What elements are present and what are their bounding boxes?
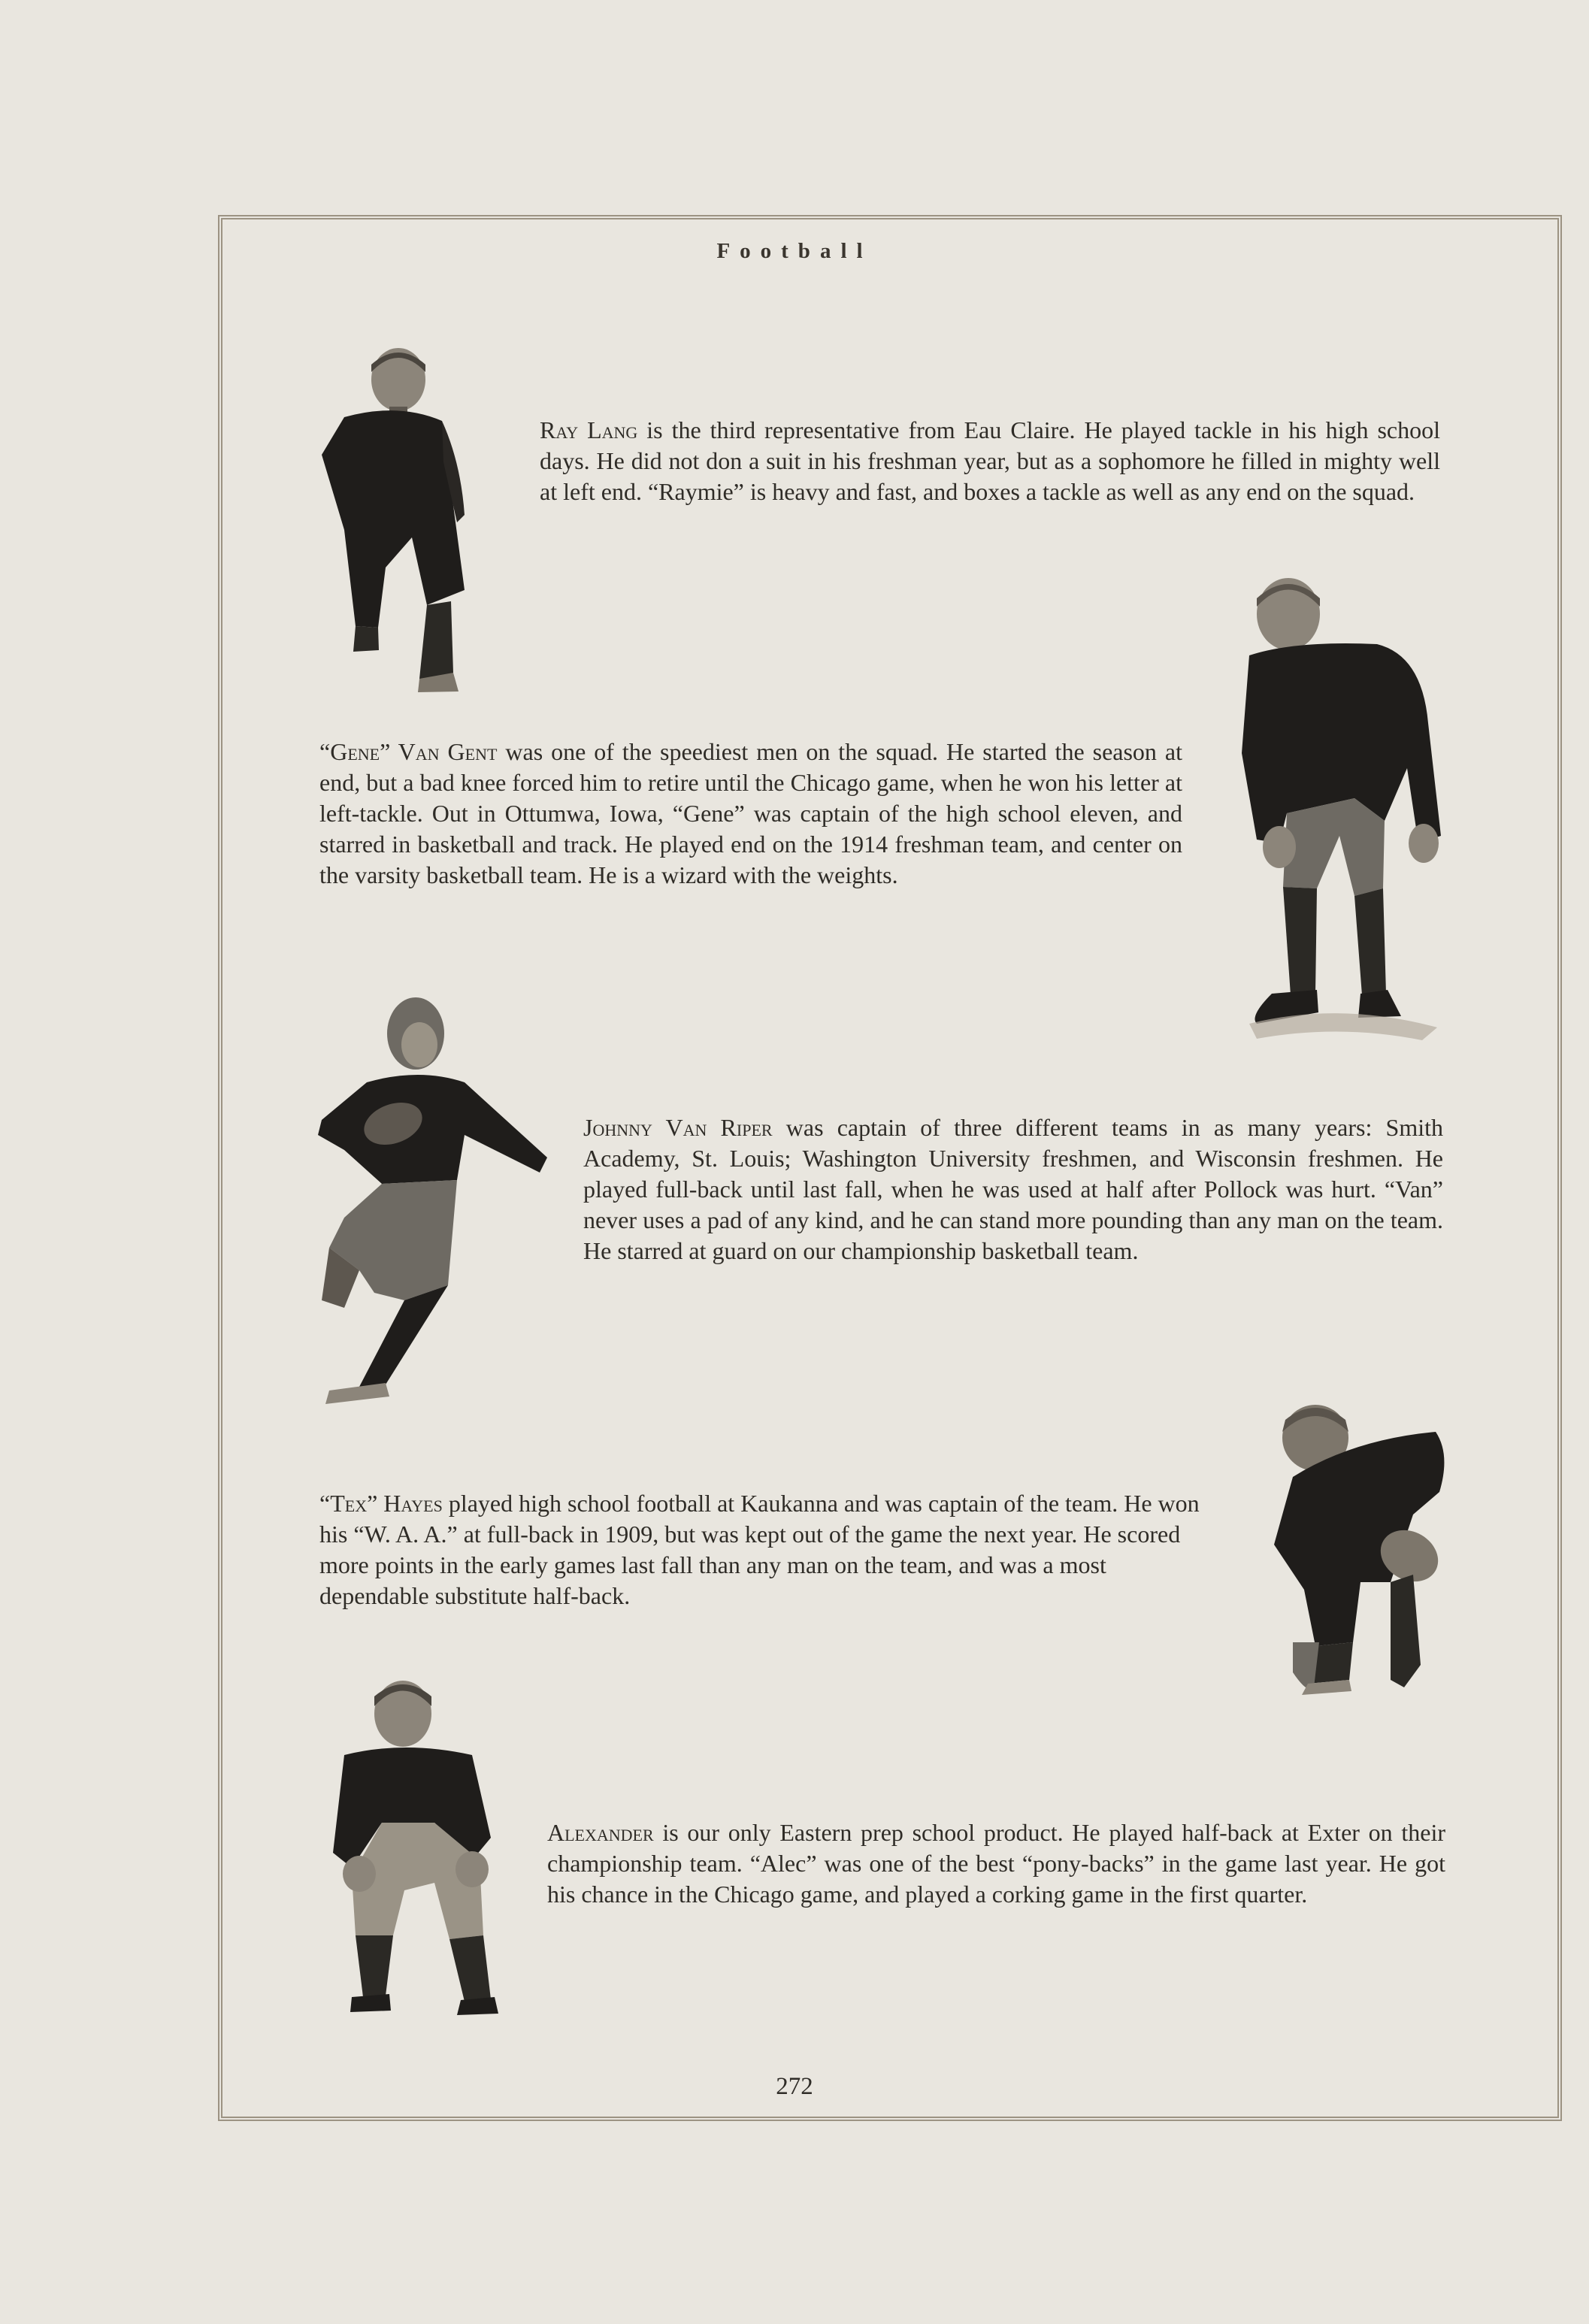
- bio-van-riper-name: Johnny Van Riper: [583, 1114, 773, 1141]
- bio-ray-lang-name: Ray Lang: [540, 416, 638, 443]
- bio-alexander: [547, 1817, 1445, 1910]
- running-head: Football: [716, 239, 873, 263]
- bio-van-riper-text: was captain of three different teams in as many years: Smith Academy, St. Louis; Washington University freshmen, and Wisconsin freshmen. He played full-back until last fall, when he was used at half after Pollock was hurt. “Van” never uses a pad of any kind, and he can stand more pounding than any man on the team. He starred at guard on our championship basketball team.: [583, 1114, 1444, 1264]
- bio-ray-lang-text: is the third representative from Eau Claire. He played tackle in his high school days. He did not don a suit in his freshman year, but as a sophomore he filled in mighty well at left end. “Raymie” is heavy and fast, and boxes a tackle as well as any end on the squad.: [540, 416, 1440, 505]
- bio-van-riper: [583, 1112, 1443, 1266]
- bio-van-gent: [319, 737, 1182, 891]
- bio-van-gent-text: was one of the speediest men on the squad. He started the season at end, but a bad knee forced him to retire until the Chicago game, when he won his letter at left-tackle. Out in Ottumwa, Iowa, “Gene” was captain of the high school eleven, and starred in basketball and track. He played end on the 1914 freshman team, and center on the varsity basketball team. He is a wizard with the weights.: [319, 738, 1182, 888]
- player-photo-ray-lang: [314, 342, 468, 695]
- bio-ray-lang: [540, 415, 1440, 507]
- player-photo-hayes: [1263, 1394, 1451, 1725]
- bio-hayes-text: played high school football at Kaukanna and was captain of the team. He won his “W. A. A.” at full-back in 1909, but was kept out of the game the next year. He scored more points in the early games last fall than any man on the team, and was a most dependable substitute half-back.: [319, 1490, 1200, 1609]
- bio-hayes-name: “Tex” Hayes: [319, 1490, 443, 1517]
- bio-alexander-name: Alexander: [547, 1819, 654, 1846]
- player-photo-van-riper: [314, 985, 555, 1413]
- player-photo-alexander: [322, 1672, 510, 2018]
- bio-van-gent-name: “Gene” Van Gent: [319, 738, 498, 765]
- bio-hayes: [319, 1488, 1221, 1611]
- page-number: 272: [776, 2073, 813, 2100]
- player-photo-van-gent: [1227, 573, 1445, 1046]
- bio-alexander-text: is our only Eastern prep school product. He played half-back at Exter on their championship team. “Alec” was one of the best “pony-backs” in the game last year. He got his chance in the Chicago game, and played a corking game in the first quarter.: [547, 1819, 1445, 1908]
